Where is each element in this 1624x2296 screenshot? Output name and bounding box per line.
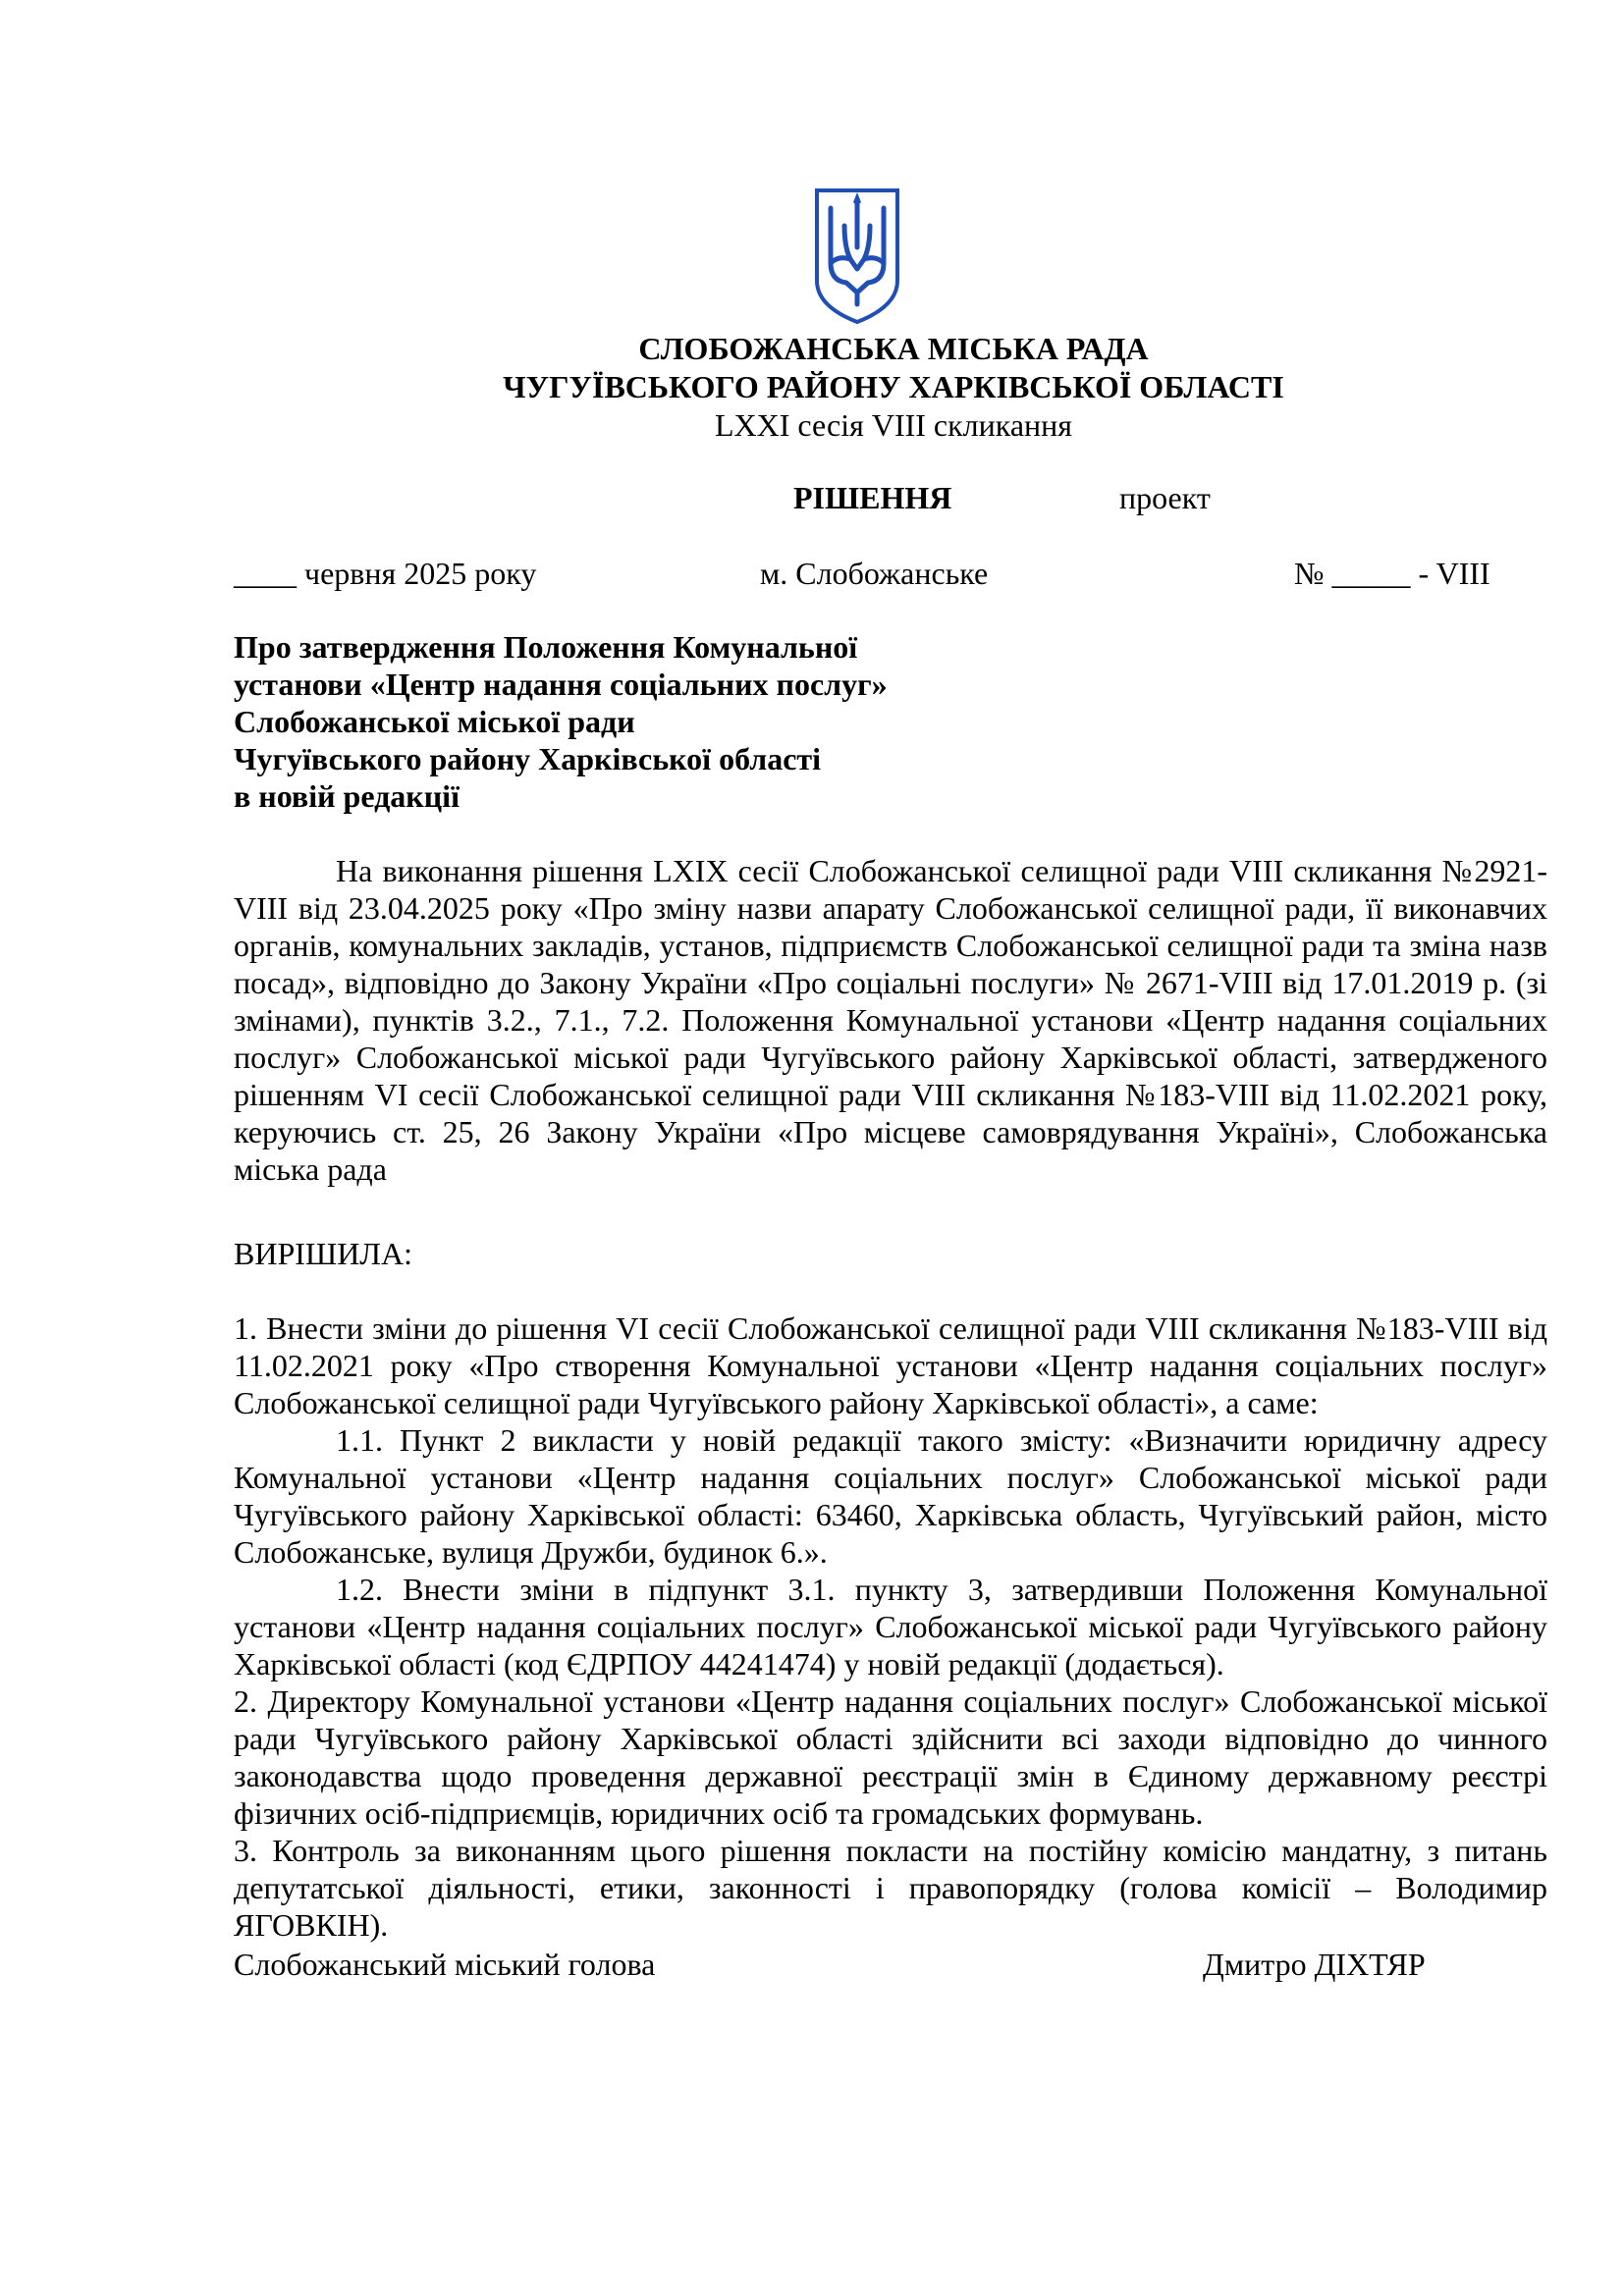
title-line: установи «Центр надання соціальних послуг»: [234, 667, 888, 702]
item-1-2: 1.2. Внести зміни в підпункт 3.1. пункту 3, затвердивши Положення Комунальної установи «Центр надання соціальних послуг» Слобожанської міської ради Чугуївського району Харківської області (код ЄДРПОУ 44241474) у новій редакції (додається).: [234, 1572, 1547, 1682]
district-name: ЧУГУЇВСЬКОГО РАЙОНУ ХАРКІВСЬКОЇ ОБЛАСТІ: [503, 369, 1284, 404]
item-2: 2. Директору Комунальної установи «Центр надання соціальних послуг» Слобожанської міської ради Чугуївського району Харківської області здійснити всі заходи відповідно до чинного законодавства щодо проведення державної реєстрації змін в Єдиному державному реєстрі фізичних осіб-підприємців, юридичних осіб та громадських формувань.: [234, 1683, 1547, 1831]
decision-label: РІШЕННЯ: [793, 480, 952, 515]
signatory-position: Слобожанський міський голова: [234, 1947, 656, 1982]
ukraine-trident-emblem-icon: [811, 187, 903, 326]
decision-title: [234, 628, 888, 815]
council-name: СЛОБОЖАНСЬКА МІСЬКА РАДА: [638, 331, 1149, 366]
signatory-name: Дмитро ДІХТЯР: [1203, 1947, 1426, 1982]
draft-status: проект: [1119, 480, 1211, 515]
session-info: LXXI сесія VIII скликання: [715, 407, 1072, 443]
decision-date: ____ червня 2025 року: [234, 556, 537, 591]
item-3: 3. Контроль за виконанням цього рішення покласти на постійну комісію мандатну, з питань депутатської діяльності, етики, законності і правопорядку (голова комісії – Володимир ЯГОВКІН).: [234, 1833, 1547, 1943]
decision-place: м. Слобожанське: [760, 556, 989, 591]
preamble: [234, 852, 1547, 1188]
item-1: 1. Внести зміни до рішення VI сесії Слобожанської селищної ради VIII скликання №183-VIII від 11.02.2021 року «Про створення Комунальної установи «Центр надання соціальних послуг» Слобожанської селищної ради Чугуївського району Харківської області», а саме:: [234, 1310, 1547, 1420]
preamble-text: На виконання рішення LXIX сесії Слобожанської селищної ради VIII скликання №2921-VIII від 23.04.2025 року «Про зміну назви апарату Слобожанської селищної ради, її виконавчих органів, комунальних закладів, установ, підприємств Слобожанської селищної ради та зміна назв посад», відповідно до Закону України «Про соціальні послуги» № 2671-VIII від 17.01.2019 р. (зі змінами), пунктів 3.2., 7.1., 7.2. Положення Комунальної установи «Центр надання соціальних послуг» Слобожанської міської ради Чугуївського району Харківської області, затвердженого рішенням VI сесії Слобожанської селищної ради VIII скликання №183-VIII від 11.02.2021 року, керуючись ст. 25, 26 Закону України «Про місцеве самоврядування Україні», Слобожанська міська рада: [234, 853, 1547, 1187]
title-line: в новій редакції: [234, 778, 460, 814]
title-line: Чугуївського району Харківської області: [234, 741, 822, 776]
decision-items: [234, 1309, 1547, 1944]
resolved-heading: ВИРІШИЛА:: [234, 1236, 412, 1271]
item-1-1: 1.1. Пункт 2 викласти у новій редакції такого змісту: «Визначити юридичну адресу Комунальної установи «Центр надання соціальних послуг» Слобожанської міської ради Чугуївського району Харківської області: 63460, Харківська область, Чугуївський район, місто Слобожанське, вулиця Дружби, будинок 6.».: [234, 1422, 1547, 1570]
title-line: Про затвердження Положення Комунальної: [234, 629, 858, 665]
decision-number: № _____ - VIII: [1294, 556, 1490, 591]
title-line: Слобожанської міської ради: [234, 704, 635, 739]
